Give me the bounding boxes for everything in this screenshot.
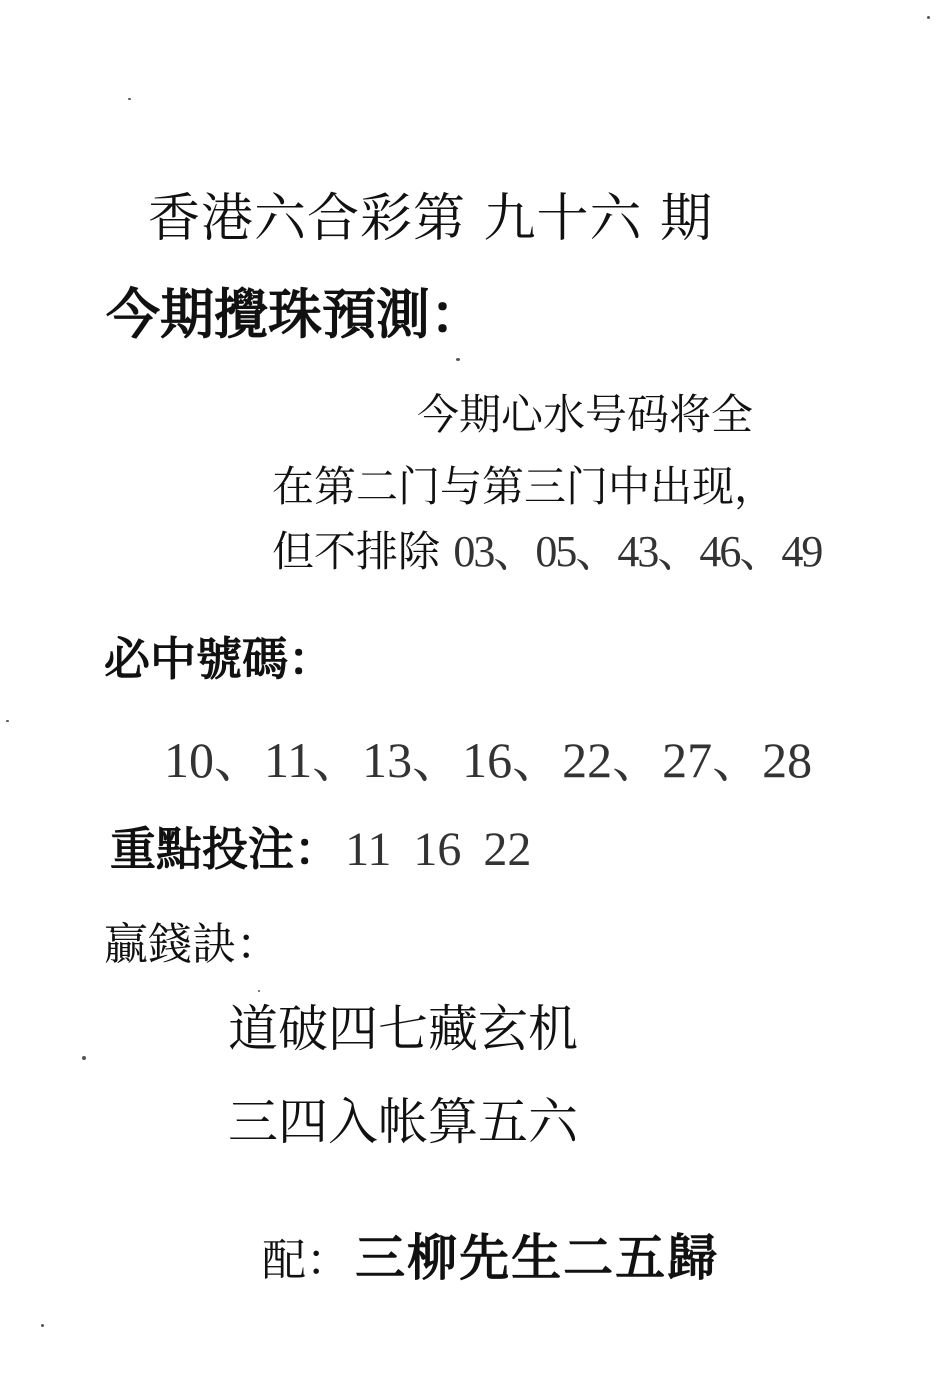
footer-row — [262, 1228, 720, 1287]
excluded-numbers: 03、05、43、46、49 — [453, 527, 822, 576]
exclude-prefix: 但不排除 — [272, 527, 441, 576]
footer-text: 三柳先生二五歸 — [355, 1228, 720, 1287]
scan-speck — [927, 16, 930, 19]
scan-speck — [6, 720, 9, 722]
scan-speck — [258, 990, 260, 992]
footer-label: 配： — [262, 1235, 350, 1286]
formula-line-1: 道破四七藏玄机 — [228, 1000, 578, 1058]
formula-line-2: 三四入帐算五六 — [228, 1093, 578, 1151]
key-bet-numbers: 11 16 22 — [345, 823, 532, 876]
forecast-line-3 — [272, 527, 822, 576]
scan-speck — [456, 358, 460, 361]
formula-heading: 贏錢訣： — [104, 919, 280, 970]
key-bet-label: 重點投注： — [110, 822, 340, 876]
scan-speck — [82, 1056, 86, 1060]
must-hit-heading: 必中號碼： — [104, 632, 334, 686]
forecast-line-2: 在第二门与第三门中出现， — [272, 462, 777, 511]
scan-speck — [128, 98, 131, 100]
must-hit-numbers: 10、11、13、16、22、27、28 — [164, 732, 813, 788]
scan-speck — [41, 1324, 44, 1327]
forecast-heading: 今期攪珠預測： — [106, 282, 484, 346]
page-title: 香港六合彩第 九十六 期 — [148, 189, 714, 249]
forecast-line-1: 今期心水号码将全 — [417, 390, 754, 439]
key-bet-row — [110, 822, 532, 876]
